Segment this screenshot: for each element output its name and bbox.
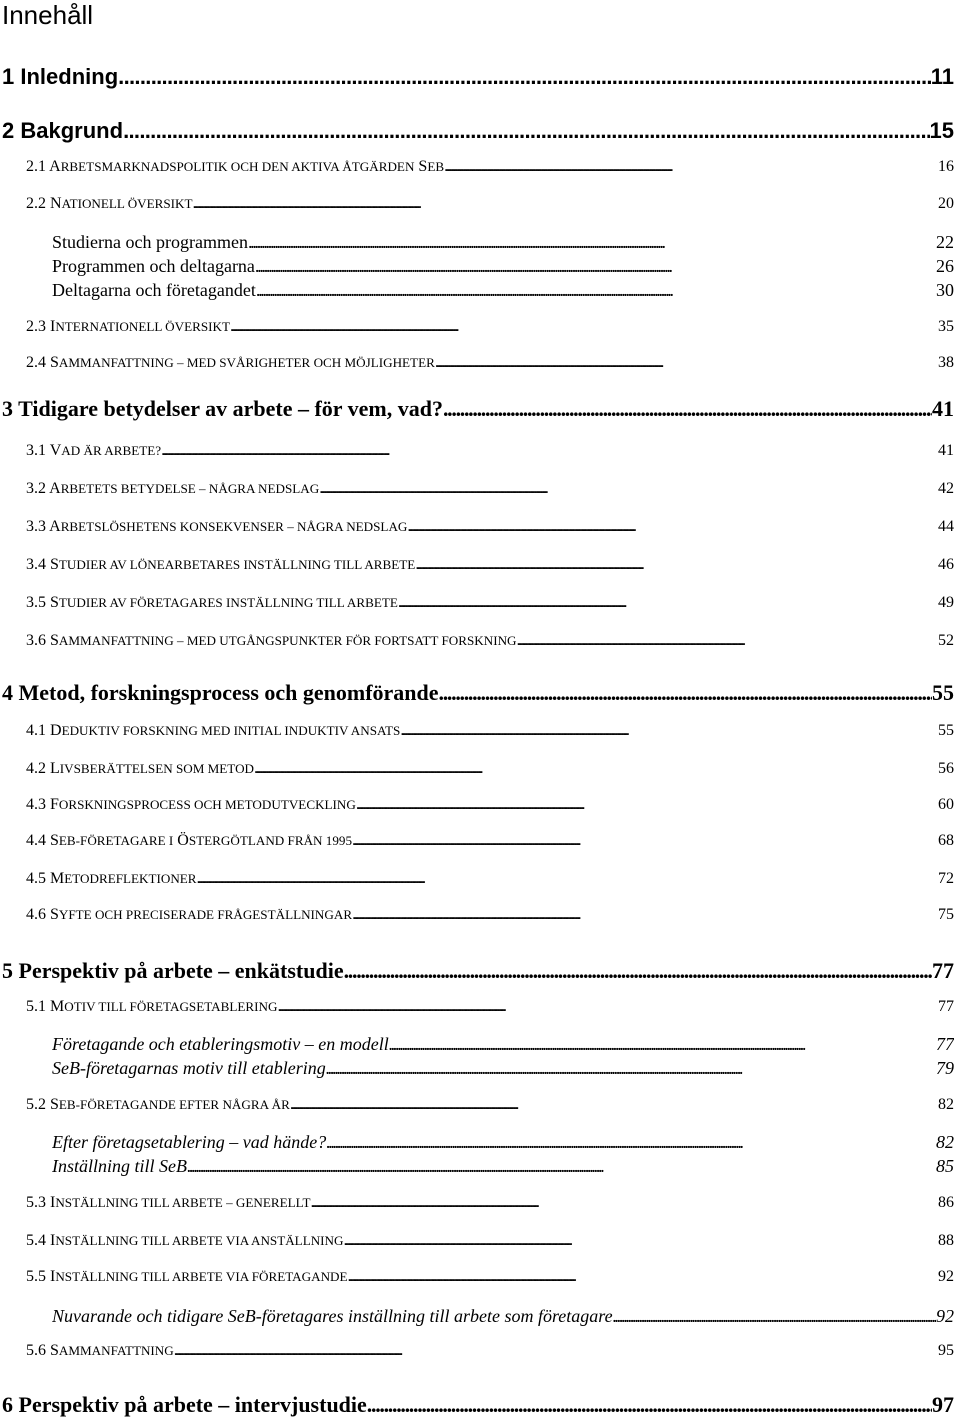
toc-entry-number: 4 (2, 680, 13, 705)
toc-entry[interactable] (26, 1194, 954, 1216)
dot-leader (161, 442, 938, 460)
toc-entry-title: 5.4 INSTÄLLNING TILL ARBETE VIA ANSTÄLLNING (26, 1232, 344, 1249)
toc-entry-page-number: 44 (938, 518, 954, 535)
toc-entry-number: 2 (2, 118, 15, 143)
toc-entry-number: 3.4 (26, 556, 46, 573)
toc-entry-page-number: 95 (938, 1342, 954, 1359)
dot-leader (326, 1132, 936, 1153)
toc-entry-number: 5.1 (26, 998, 46, 1015)
toc-entry-page-number: 77 (936, 1034, 954, 1054)
toc-entry-title: 4.1 DEDUKTIV FORSKNING MED INITIAL INDUKTIV ANSATS (26, 722, 401, 739)
dot-leader (517, 632, 938, 650)
dot-leader (367, 1392, 932, 1418)
toc-entry-title: 3.3 ARBETSLÖSHETENS KONSEKVENSER – NÅGRA NEDSLAG (26, 518, 408, 535)
dot-leader (187, 1156, 936, 1177)
dot-leader (415, 556, 938, 574)
toc-entry-number: 4.2 (26, 760, 46, 777)
dot-leader (118, 64, 931, 90)
toc-entry[interactable] (26, 998, 954, 1020)
toc-entry-number: 3.1 (26, 442, 46, 459)
toc-entry-number: 5 (2, 958, 13, 983)
toc-entry-page-number: 75 (938, 906, 954, 923)
toc-entry-title: 4.3 FORSKNINGSPROCESS OCH METODUTVECKLING (26, 796, 356, 813)
toc-entry-page-number: 42 (938, 480, 954, 497)
dot-leader (197, 870, 938, 888)
toc-entry-number: 2.1 (26, 158, 46, 175)
dot-leader (400, 722, 938, 740)
dot-leader (444, 158, 938, 176)
toc-entry-number: 2.4 (26, 354, 46, 371)
toc-entry-page-number: 26 (936, 256, 954, 276)
toc-entry[interactable] (26, 195, 954, 217)
toc-entry[interactable] (26, 158, 954, 180)
toc-entry[interactable] (26, 1096, 954, 1118)
toc-entry-page-number: 41 (938, 442, 954, 459)
toc-entry-title: 2 Bakgrund (2, 118, 124, 143)
toc-entry-title: 4.2 LIVSBERÄTTELSEN SOM METOD (26, 760, 255, 777)
dot-leader (256, 280, 936, 301)
toc-entry-page-number: 38 (938, 354, 954, 371)
toc-entry-title: 5.5 INSTÄLLNING TILL ARBETE VIA FÖRETAGANDE (26, 1268, 348, 1285)
toc-entry[interactable] (52, 1034, 954, 1056)
toc-entry-number: 4.1 (26, 722, 46, 739)
toc-entry-title: SeB-företagarnas motiv till etablering (52, 1058, 326, 1078)
dot-leader (613, 1306, 936, 1327)
toc-entry-number: 2.2 (26, 195, 46, 212)
toc-entry-page-number: 16 (938, 158, 954, 175)
toc-entry[interactable] (26, 1232, 954, 1254)
toc-entry-title: 3.2 ARBETETS BETYDELSE – NÅGRA NEDSLAG (26, 480, 320, 497)
toc-entry-title: Företagande och etableringsmotiv – en modell (52, 1034, 389, 1054)
toc-entry-title: 5.3 INSTÄLLNING TILL ARBETE – GENERELLT (26, 1194, 311, 1211)
dot-leader (348, 1268, 938, 1286)
dot-leader (277, 998, 938, 1016)
toc-entry[interactable] (26, 1342, 954, 1364)
toc-entry-page-number: 77 (938, 998, 954, 1015)
dot-leader (174, 1342, 938, 1360)
toc-entry-title: 3 Tidigare betydelser av arbete – för vem, vad? (2, 396, 443, 421)
dot-leader (123, 118, 929, 144)
toc-entry-page-number: 55 (932, 680, 954, 705)
dot-leader (407, 518, 938, 536)
dot-leader (255, 256, 936, 277)
toc-entry-number: 3 (2, 396, 13, 421)
dot-leader (443, 396, 932, 422)
dot-leader (439, 680, 932, 706)
toc-entry-number: 5.3 (26, 1194, 46, 1211)
toc-entry[interactable] (52, 232, 954, 254)
toc-entry-page-number: 52 (938, 632, 954, 649)
toc-entry-title: 4.4 SEB-FÖRETAGARE I ÖSTERGÖTLAND FRÅN 1995 (26, 832, 353, 849)
toc-entry[interactable] (26, 518, 954, 540)
toc-entry[interactable] (26, 870, 954, 892)
dot-leader (248, 232, 936, 253)
toc-entry-title: Studierna och programmen (52, 232, 248, 252)
dot-leader (230, 318, 938, 336)
toc-entry-title: 3.5 STUDIER AV FÖRETAGARES INSTÄLLNING TILL ARBETE (26, 594, 398, 611)
toc-entry-page-number: 11 (930, 64, 954, 89)
toc-entry-title: Deltagarna och företagandet (52, 280, 256, 300)
toc-entry[interactable] (26, 796, 954, 818)
toc-entry-title: Efter företagsetablering – vad hände? (52, 1132, 327, 1152)
toc-entry-page-number: 56 (938, 760, 954, 777)
toc-entry-title: 4.6 SYFTE OCH PRECISERADE FRÅGESTÄLLNINGAR (26, 906, 353, 923)
toc-entry-title: 1 Inledning (2, 64, 119, 89)
toc-entry-page-number: 82 (938, 1096, 954, 1113)
toc-entry-page-number: 22 (936, 232, 954, 252)
toc-entry-number: 4.6 (26, 906, 46, 923)
toc-entry[interactable] (2, 396, 954, 424)
toc-entry-page-number: 72 (938, 870, 954, 887)
toc-entry-title: 3.6 SAMMANFATTNING – MED UTGÅNGSPUNKTER FÖR FORTSATT FORSKNING (26, 632, 517, 649)
toc-entry[interactable] (2, 1392, 954, 1420)
toc-entry-number: 5.6 (26, 1342, 46, 1359)
toc-entry[interactable] (52, 1306, 954, 1328)
dot-leader (398, 594, 938, 612)
toc-entry-page-number: 86 (938, 1194, 954, 1211)
toc-entry[interactable] (26, 1268, 954, 1290)
toc-entry-title: Inställning till SeB (52, 1156, 187, 1176)
toc-entry-title: 2.4 SAMMANFATTNING – MED SVÅRIGHETER OCH MÖJLIGHETER (26, 354, 435, 371)
toc-entry[interactable] (26, 832, 954, 854)
toc-entry-page-number: 46 (938, 556, 954, 573)
toc-entry-page-number: 88 (938, 1232, 954, 1249)
toc-entry-page-number: 15 (929, 118, 954, 143)
toc-entry-title: 6 Perspektiv på arbete – intervjustudie (2, 1392, 367, 1417)
toc-entry[interactable] (52, 1058, 954, 1080)
toc-entry-page-number: 77 (932, 958, 954, 983)
toc-entry[interactable] (26, 722, 954, 744)
toc-entry-number: 5.5 (26, 1268, 46, 1285)
dot-leader (193, 195, 938, 213)
toc-entry-number: 2.3 (26, 318, 46, 335)
toc-entry-title: 4 Metod, forskningsprocess och genomförande (2, 680, 439, 705)
toc-entry-title: 3.1 VAD ÄR ARBETE? (26, 442, 162, 459)
toc-entry-page-number: 97 (932, 1392, 954, 1417)
toc-entry[interactable] (2, 118, 954, 146)
toc-entry[interactable] (26, 480, 954, 502)
toc-entry-title: 5 Perspektiv på arbete – enkätstudie (2, 958, 344, 983)
toc-entry[interactable] (2, 680, 954, 708)
toc-entry-number: 4.3 (26, 796, 46, 813)
toc-entry[interactable] (26, 594, 954, 616)
dot-leader (290, 1096, 938, 1114)
dot-leader (435, 354, 938, 372)
toc-entry-number: 1 (2, 64, 15, 89)
toc-entry-number: 4.4 (26, 832, 46, 849)
toc-entry-page-number: 82 (936, 1132, 954, 1152)
toc-entry-title: 5.1 MOTIV TILL FÖRETAGSETABLERING (26, 998, 278, 1015)
toc-entry-title: 4.5 METODREFLEKTIONER (26, 870, 197, 887)
toc-entry-title: 3.4 STUDIER AV LÖNEARBETARES INSTÄLLNING TILL ARBETE (26, 556, 416, 573)
toc-entry-page-number: 20 (938, 195, 954, 212)
dot-leader (319, 480, 938, 498)
dot-leader (352, 906, 938, 924)
toc-entry-page-number: 68 (938, 832, 954, 849)
toc-entry-page-number: 79 (936, 1058, 954, 1078)
toc-entry-number: 3.3 (26, 518, 46, 535)
toc-entry-number: 4.5 (26, 870, 46, 887)
toc-entry[interactable] (52, 1132, 954, 1154)
toc-entry[interactable] (26, 442, 954, 464)
dot-leader (310, 1194, 938, 1212)
toc-entry-title: 5.6 SAMMANFATTNING (26, 1342, 174, 1359)
toc-entry[interactable] (2, 64, 954, 92)
toc-entry-title: 5.2 SEB-FÖRETAGANDE EFTER NÅGRA ÅR (26, 1096, 290, 1113)
toc-entry[interactable] (26, 760, 954, 782)
toc-entry[interactable] (52, 1156, 954, 1178)
toc-entry-title: 2.2 NATIONELL ÖVERSIKT (26, 195, 193, 212)
toc-entry-page-number: 85 (936, 1156, 954, 1176)
toc-entry-number: 5.4 (26, 1232, 46, 1249)
toc-entry[interactable] (26, 318, 954, 340)
toc-entry-number: 6 (2, 1392, 13, 1417)
toc-entry[interactable] (26, 632, 954, 654)
toc-entry-title: 2.1 ARBETSMARKNADSPOLITIK OCH DEN AKTIVA ÅTGÄRDEN SEB (26, 158, 445, 175)
toc-entry[interactable] (2, 958, 954, 986)
toc-entry[interactable] (26, 556, 954, 578)
toc-entry-page-number: 49 (938, 594, 954, 611)
toc-entry-title: Programmen och deltagarna (52, 256, 255, 276)
dot-leader (344, 958, 932, 984)
toc-entry-number: 3.2 (26, 480, 46, 497)
toc-entry-page-number: 55 (938, 722, 954, 739)
dot-leader (352, 832, 938, 850)
toc-entry-page-number: 92 (938, 1268, 954, 1285)
toc-entry[interactable] (26, 354, 954, 376)
dot-leader (389, 1034, 936, 1055)
toc-entry-number: 3.5 (26, 594, 46, 611)
toc-entry-page-number: 60 (938, 796, 954, 813)
toc-entry-title: 2.3 INTERNATIONELL ÖVERSIKT (26, 318, 230, 335)
toc-entry-page-number: 92 (936, 1306, 954, 1326)
toc-entry-page-number: 30 (936, 280, 954, 300)
dot-leader (326, 1058, 936, 1079)
toc-entry[interactable] (26, 906, 954, 928)
toc-entry-number: 3.6 (26, 632, 46, 649)
dot-leader (343, 1232, 938, 1250)
toc-entry-title: Nuvarande och tidigare SeB-företagares inställning till arbete som företagare (52, 1306, 613, 1326)
dot-leader (254, 760, 938, 778)
toc-entry[interactable] (52, 280, 954, 302)
dot-leader (356, 796, 938, 814)
page-title: Innehåll (2, 0, 94, 30)
toc-entry-number: 5.2 (26, 1096, 46, 1113)
toc-entry[interactable] (52, 256, 954, 278)
toc-entry-page-number: 35 (938, 318, 954, 335)
toc-entry-page-number: 41 (932, 396, 954, 421)
